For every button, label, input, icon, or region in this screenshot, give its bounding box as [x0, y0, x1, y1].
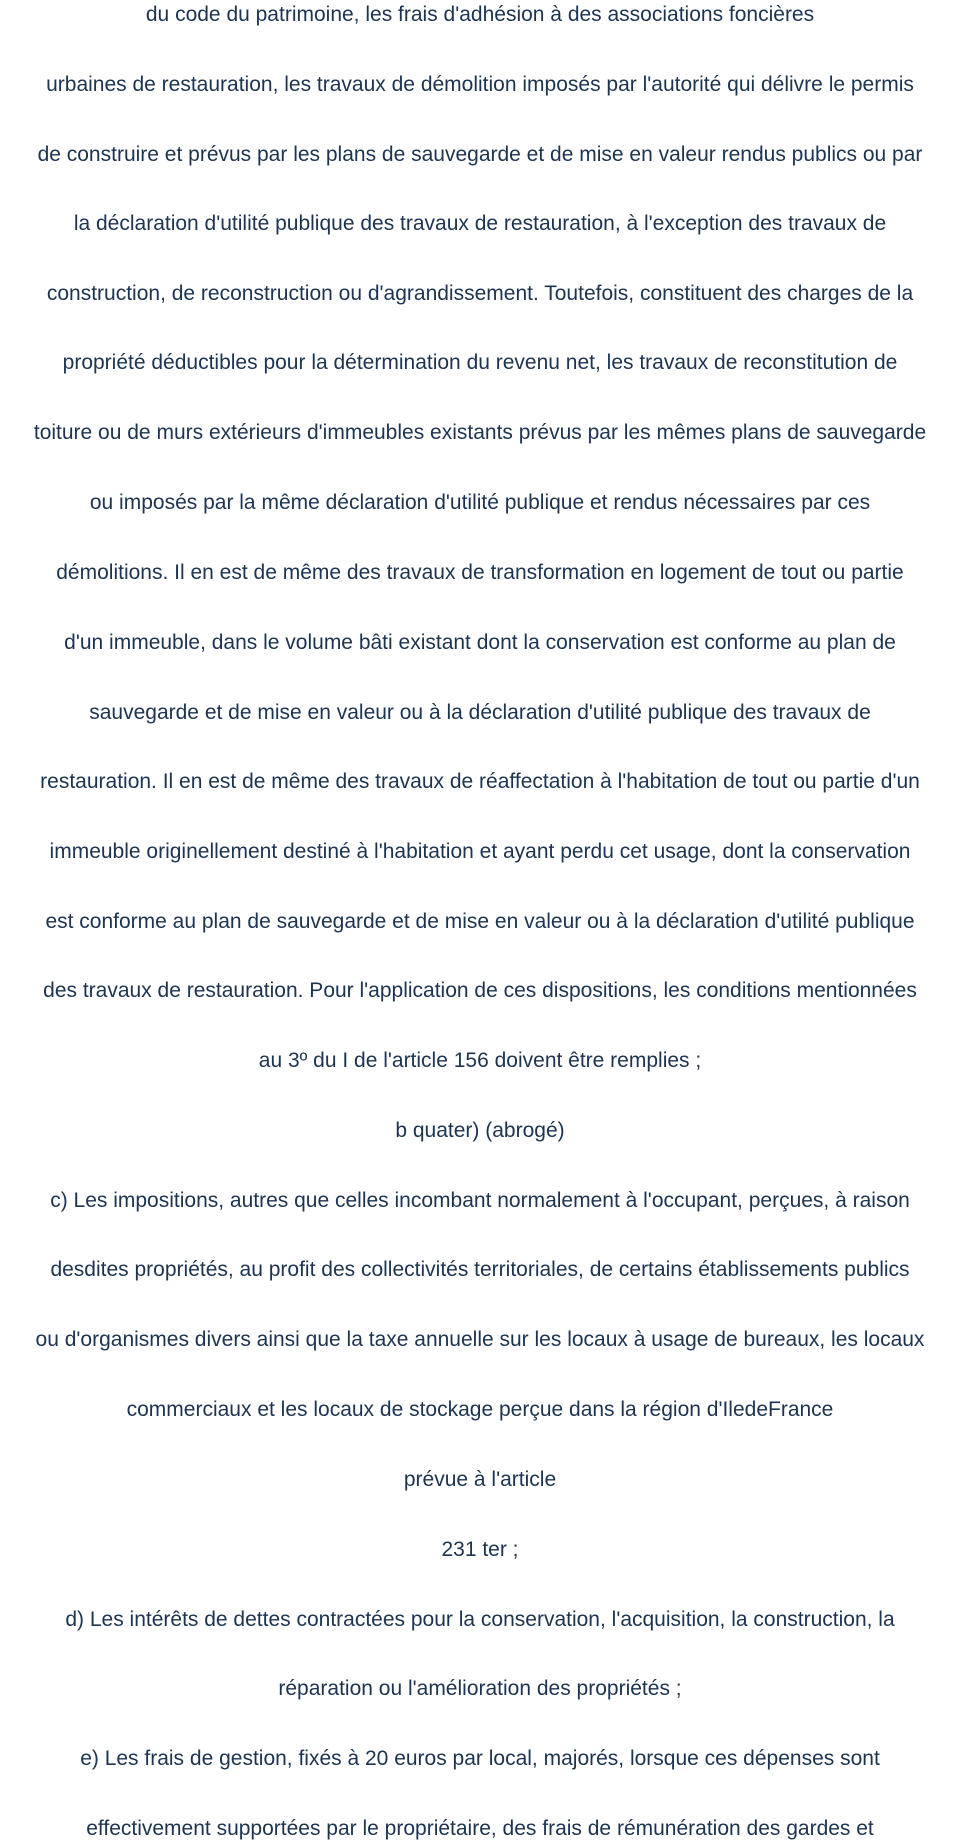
text-line: au 3º du I de l'article 156 doivent être remplies ; [258, 1049, 702, 1072]
text-line: réparation ou l'amélioration des propriétés ; [278, 1677, 682, 1700]
text-line: prévue à l'article [403, 1468, 557, 1491]
text-line: est conforme au plan de sauvegarde et de mise en valeur ou à la déclaration d'utilité publique [45, 910, 915, 933]
text-line: effectivement supportées par le propriétaire, des frais de rémunération des gardes et [86, 1817, 874, 1840]
text-line: propriété déductibles pour la détermination du revenu net, les travaux de reconstitution de [62, 351, 898, 374]
text-line: de construire et prévus par les plans de sauvegarde et de mise en valeur rendus publics ou par [37, 143, 923, 166]
text-line: 231 ter ; [441, 1538, 519, 1561]
text-line: e) Les frais de gestion, fixés à 20 euros par local, majorés, lorsque ces dépenses sont [80, 1747, 880, 1770]
text-line: construction, de reconstruction ou d'agrandissement. Toutefois, constituent des charges de la [46, 282, 914, 305]
text-line: d) Les intérêts de dettes contractées pour la conservation, l'acquisition, la construction, la [65, 1608, 895, 1631]
text-line: des travaux de restauration. Pour l'application de ces dispositions, les conditions mentionnées [43, 979, 917, 1002]
text-line: b quater) (abrogé) [395, 1119, 565, 1142]
text-line: la déclaration d'utilité publique des travaux de restauration, à l'exception des travaux de [73, 212, 887, 235]
text-line: ou imposés par la même déclaration d'utilité publique et rendus nécessaires par ces [89, 491, 871, 514]
text-line: urbaines de restauration, les travaux de démolition imposés par l'autorité qui délivre le permis [46, 73, 914, 96]
text-line: commerciaux et les locaux de stockage perçue dans la région d'IledeFrance [126, 1398, 834, 1421]
text-line: ou d'organismes divers ainsi que la taxe annuelle sur les locaux à usage de bureaux, les locaux [35, 1328, 925, 1351]
text-line: desdites propriétés, au profit des collectivités territoriales, de certains établissements publics [50, 1258, 910, 1281]
text-line: toiture ou de murs extérieurs d'immeubles existants prévus par les mêmes plans de sauvegarde [33, 421, 927, 444]
text-line: démolitions. Il en est de même des travaux de transformation en logement de tout ou partie [56, 561, 904, 584]
text-line: immeuble originellement destiné à l'habitation et ayant perdu cet usage, dont la conservation [49, 840, 911, 863]
text-line: restauration. Il en est de même des travaux de réaffectation à l'habitation de tout ou partie d'un [40, 770, 920, 793]
text-line: du code du patrimoine, les frais d'adhésion à des associations foncières [145, 3, 815, 26]
text-line: sauvegarde et de mise en valeur ou à la déclaration d'utilité publique des travaux de [89, 701, 871, 724]
text-line: d'un immeuble, dans le volume bâti existant dont la conservation est conforme au plan de [64, 631, 896, 654]
text-line: c) Les impositions, autres que celles incombant normalement à l'occupant, perçues, à raison [50, 1189, 910, 1212]
